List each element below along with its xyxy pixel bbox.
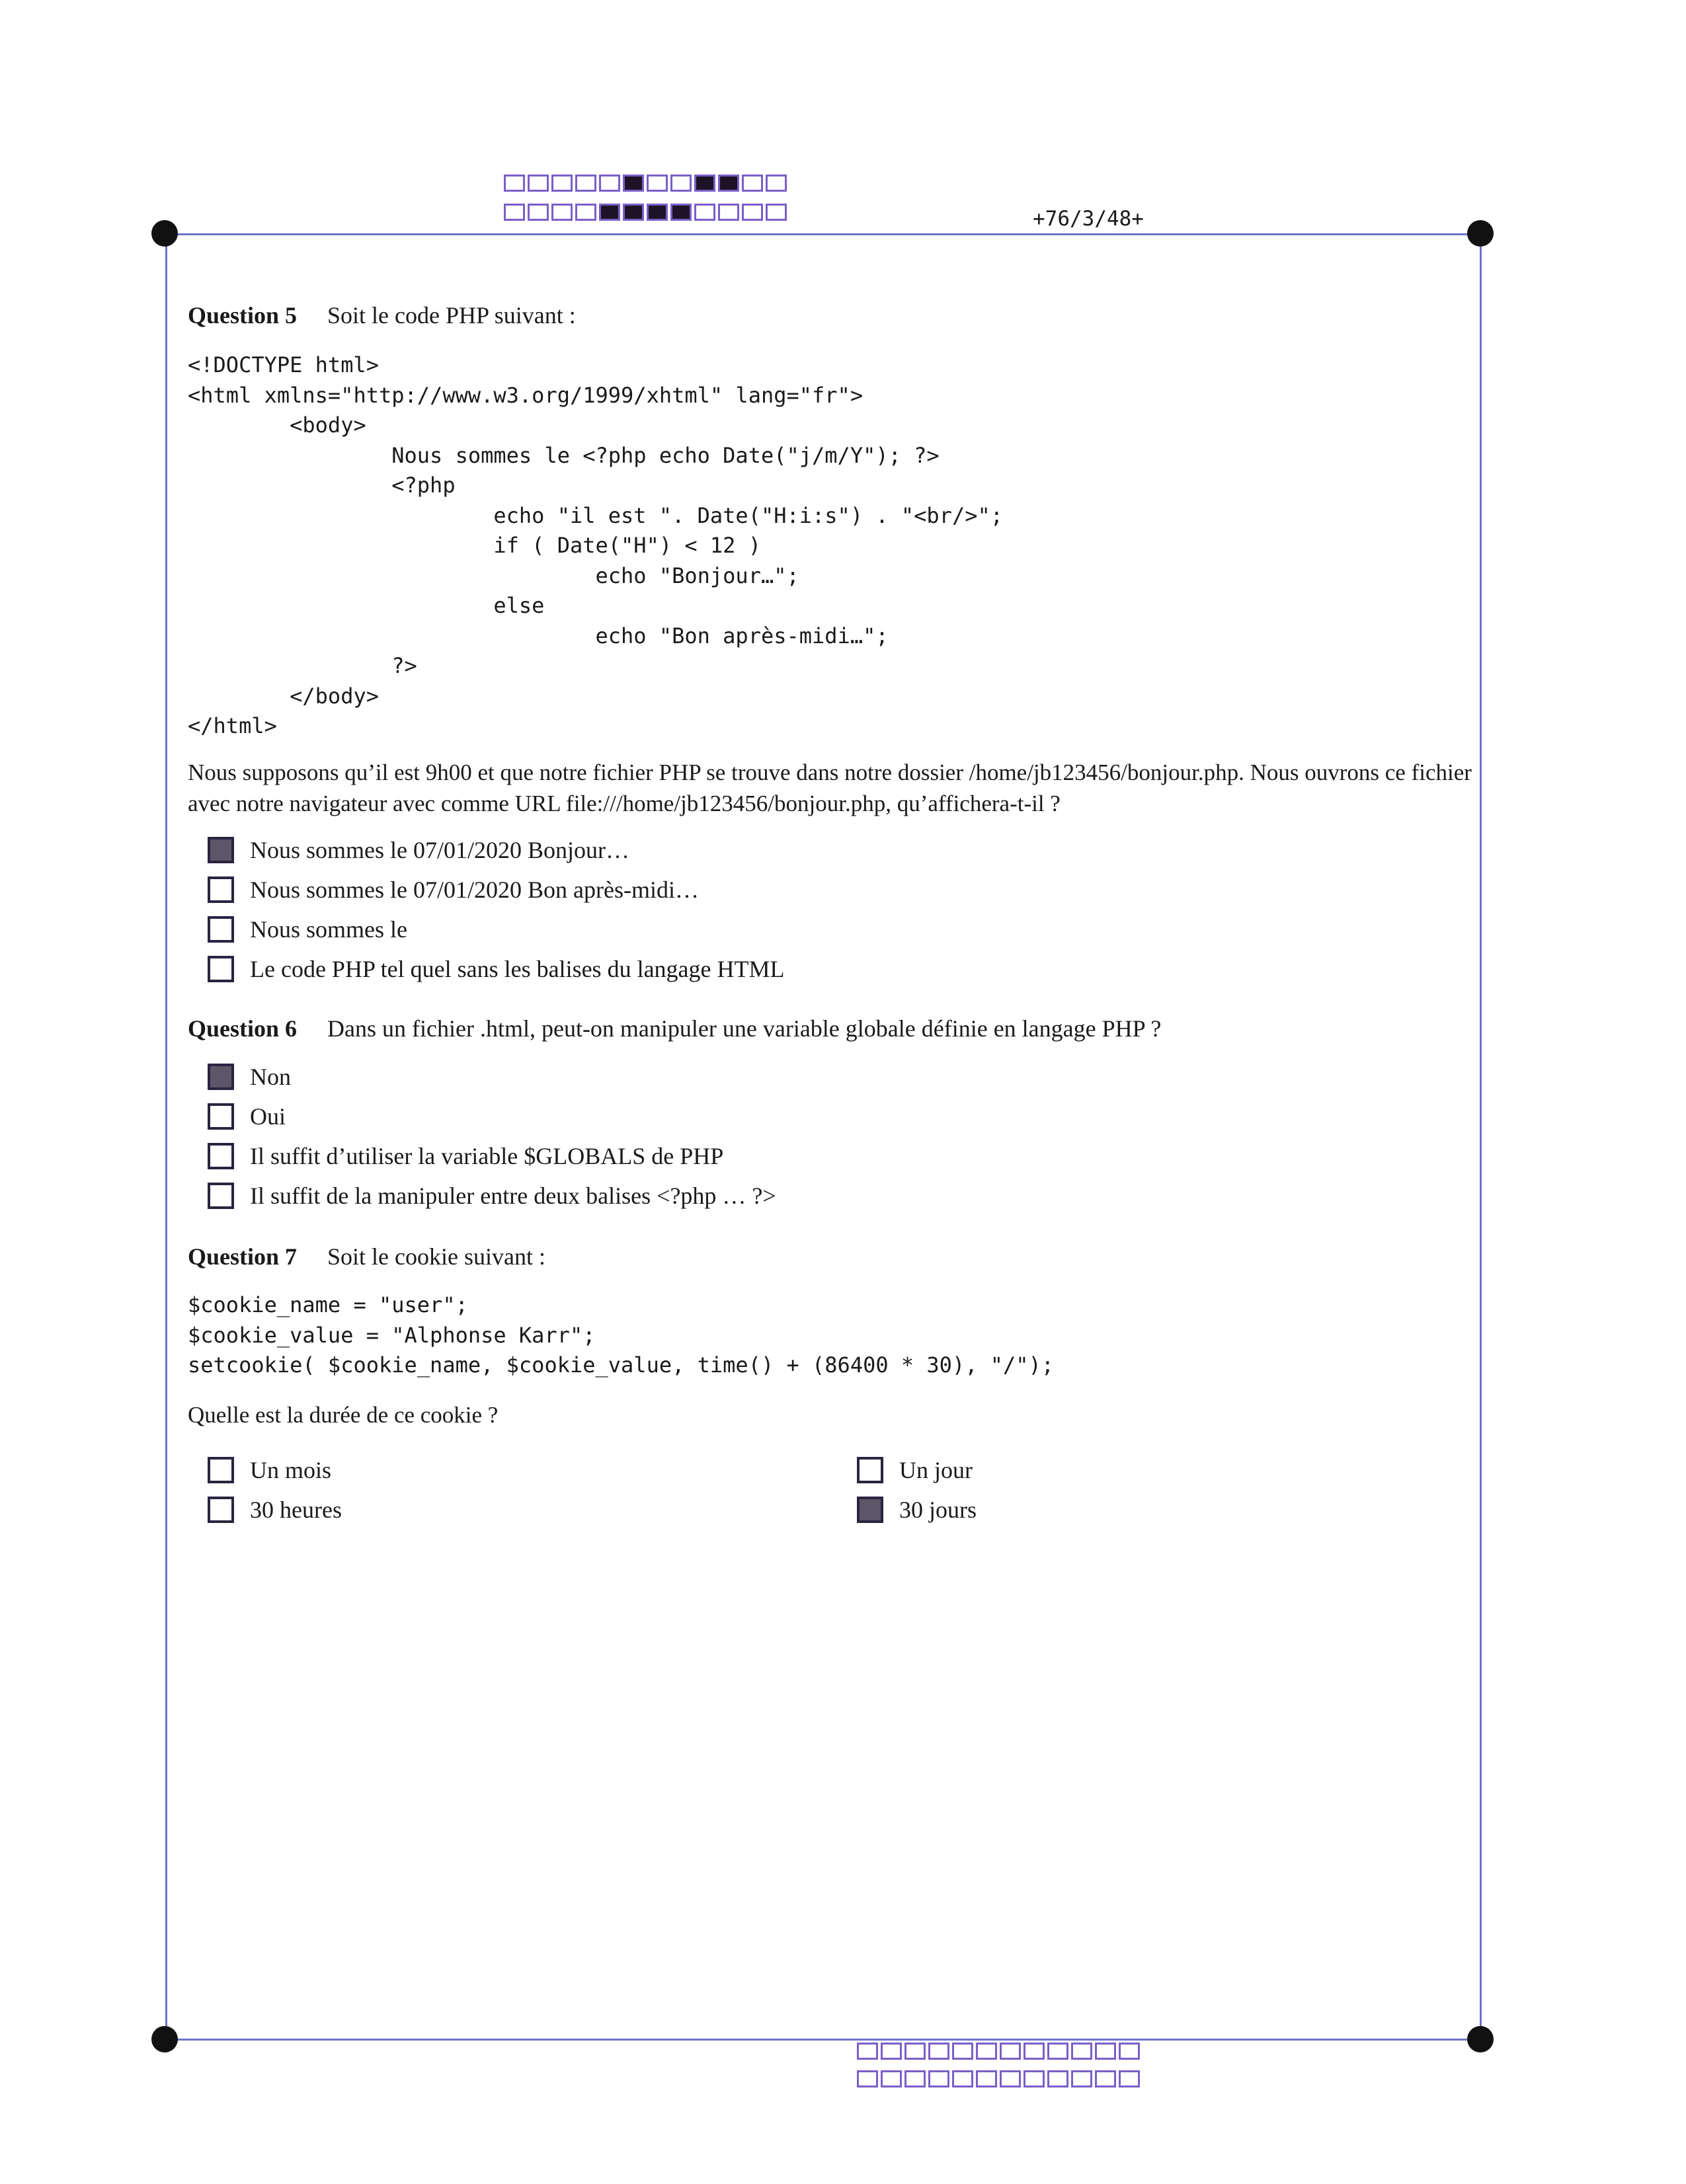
id-grid-cell (857, 2070, 878, 2087)
id-grid-cell (551, 204, 573, 221)
id-grid-cell (670, 175, 692, 192)
id-grid-cell (857, 2043, 878, 2060)
choice-label: Il suffit d’utiliser la variable $GLOBALS de PHP (250, 1143, 724, 1169)
question-7-label: Question 7 (188, 1243, 298, 1270)
id-grid-cell (766, 204, 787, 221)
id-grid-bottom-row-2 (857, 2070, 1143, 2087)
checkbox[interactable] (208, 916, 234, 943)
question-7-choice-4[interactable] (857, 1496, 977, 1524)
corner-mark-top-left (151, 220, 178, 247)
checkbox[interactable] (857, 1457, 883, 1483)
checkbox[interactable] (857, 1497, 883, 1523)
question-6-choice-1[interactable] (208, 1063, 291, 1091)
question-5-label: Question 5 (188, 302, 298, 329)
question-5-choice-2[interactable] (208, 876, 699, 904)
question-7-code-block: $cookie_name = "user"; $cookie_value = "Alphonse Karr"; setcookie( $cookie_name, $cookie_value, time() + (86400 * 30), "/"); (188, 1292, 1055, 1378)
id-grid-cell (504, 204, 525, 221)
frame-right-line (1480, 233, 1482, 2041)
id-grid-top-row-2 (504, 204, 789, 221)
id-grid-cell (623, 204, 644, 221)
checkbox[interactable] (208, 1183, 234, 1209)
question-7-choice-2[interactable] (857, 1456, 973, 1484)
question-5-prompt: Soit le code PHP suivant : (327, 302, 576, 329)
question-5-code-block: <!DOCTYPE html> <html xmlns="http://www.w3.org/1999/xhtml" lang="fr"> <body> Nous sommes le <?php echo Date("j/m/Y"); ?> <?php echo "il est ". Date("H:i:s") . "<br/>"; if ( Date("H") < 12 ) echo "Bonjour…"; else echo "Bon après-midi…"; ?> </body> </html> (188, 352, 1003, 738)
id-grid-cell (904, 2043, 926, 2060)
id-grid-cell (766, 175, 787, 192)
id-grid-cell (694, 204, 715, 221)
id-grid-cell (1119, 2043, 1140, 2060)
id-grid-cell (1095, 2070, 1116, 2087)
id-grid-cell (1095, 2043, 1116, 2060)
id-grid-cell (575, 175, 596, 192)
checkbox[interactable] (208, 1497, 234, 1523)
id-grid-cell (718, 175, 739, 192)
question-7-choice-3[interactable] (208, 1496, 342, 1524)
checkbox[interactable] (208, 1103, 234, 1130)
id-grid-cell (528, 204, 549, 221)
frame-left-line (165, 233, 167, 2041)
question-6-label: Question 6 (188, 1015, 298, 1042)
corner-mark-top-right (1467, 220, 1494, 247)
id-grid-cell (976, 2070, 997, 2087)
id-grid-cell (1047, 2043, 1068, 2060)
id-grid-cell (504, 175, 525, 192)
id-grid-cell (694, 175, 715, 192)
choice-label: Nous sommes le 07/01/2020 Bon après-midi… (250, 877, 699, 903)
checkbox[interactable] (208, 1143, 234, 1169)
id-grid-cell (904, 2070, 926, 2087)
id-grid-bottom-row-1 (857, 2043, 1143, 2060)
id-grid-cell (881, 2070, 902, 2087)
id-grid-cell (647, 204, 668, 221)
choice-label: Oui (250, 1103, 286, 1130)
page-identifier: +76/3/48+ (1033, 207, 1144, 231)
id-grid-cell (928, 2070, 949, 2087)
checkbox[interactable] (208, 1064, 234, 1090)
question-6-prompt: Dans un fichier .html, peut-on manipuler une variable globale définie en langage PHP ? (327, 1015, 1162, 1042)
choice-label: Il suffit de la manipuler entre deux balises <?php … ?> (250, 1183, 776, 1209)
question-5-choice-3[interactable] (208, 916, 407, 943)
choice-label: Le code PHP tel quel sans les balises du langage HTML (250, 956, 785, 982)
id-grid-cell (1000, 2043, 1021, 2060)
question-6-choice-3[interactable] (208, 1142, 723, 1170)
corner-mark-bottom-left (151, 2026, 178, 2052)
checkbox[interactable] (208, 837, 234, 863)
question-6-choice-4[interactable] (208, 1182, 776, 1210)
choice-label: Non (250, 1064, 291, 1090)
id-grid-cell (928, 2043, 949, 2060)
id-grid-cell (742, 175, 763, 192)
question-7-prompt: Soit le cookie suivant : (327, 1243, 545, 1270)
id-grid-cell (670, 204, 692, 221)
choice-label: 30 heures (250, 1497, 342, 1523)
id-grid-cell (1047, 2070, 1068, 2087)
id-grid-cell (742, 204, 763, 221)
question-7-text: Quelle est la durée de ce cookie ? (188, 1402, 499, 1428)
checkbox[interactable] (208, 956, 234, 982)
id-grid-cell (718, 204, 739, 221)
corner-mark-bottom-right (1467, 2026, 1494, 2052)
question-5-text: Nous supposons qu’il est 9h00 et que notre fichier PHP se trouve dans notre dossier /home/jb123456/bonjour.php. Nous ouvrons ce fichier avec notre navigateur avec comme URL file:///home/jb123456/bonjour.php, qu’affichera-t-il ? (188, 760, 1472, 816)
question-6-title (188, 1015, 1161, 1042)
id-grid-cell (528, 175, 549, 192)
id-grid-cell (1071, 2070, 1092, 2087)
id-grid-cell (1000, 2070, 1021, 2087)
id-grid-cell (1119, 2070, 1140, 2087)
question-6-choice-2[interactable] (208, 1103, 286, 1130)
question-7-choice-1[interactable] (208, 1456, 331, 1484)
id-grid-cell (551, 175, 573, 192)
frame-top-line (164, 233, 1489, 235)
choice-label: Nous sommes le 07/01/2020 Bonjour… (250, 837, 629, 863)
question-5-title (188, 301, 576, 329)
id-grid-cell (976, 2043, 997, 2060)
choice-label: Nous sommes le (250, 916, 407, 943)
id-grid-cell (1071, 2043, 1092, 2060)
id-grid-cell (647, 175, 668, 192)
choice-label: Un mois (250, 1457, 332, 1483)
id-grid-cell (599, 175, 620, 192)
id-grid-cell (1024, 2043, 1045, 2060)
question-7-title (188, 1243, 545, 1270)
id-grid-cell (1024, 2070, 1045, 2087)
id-grid-top-row-1 (504, 175, 789, 192)
question-5-choice-1[interactable] (208, 836, 629, 864)
id-grid-cell (623, 175, 644, 192)
checkbox[interactable] (208, 1457, 234, 1483)
choice-label: Un jour (899, 1457, 973, 1483)
id-grid-cell (952, 2070, 973, 2087)
id-grid-cell (881, 2043, 902, 2060)
id-grid-cell (952, 2043, 973, 2060)
frame-bottom-line (164, 2039, 1489, 2041)
question-5-choice-4[interactable] (208, 955, 785, 983)
choice-label: 30 jours (899, 1497, 977, 1523)
id-grid-cell (575, 204, 596, 221)
id-grid-cell (599, 204, 620, 221)
checkbox[interactable] (208, 877, 234, 903)
